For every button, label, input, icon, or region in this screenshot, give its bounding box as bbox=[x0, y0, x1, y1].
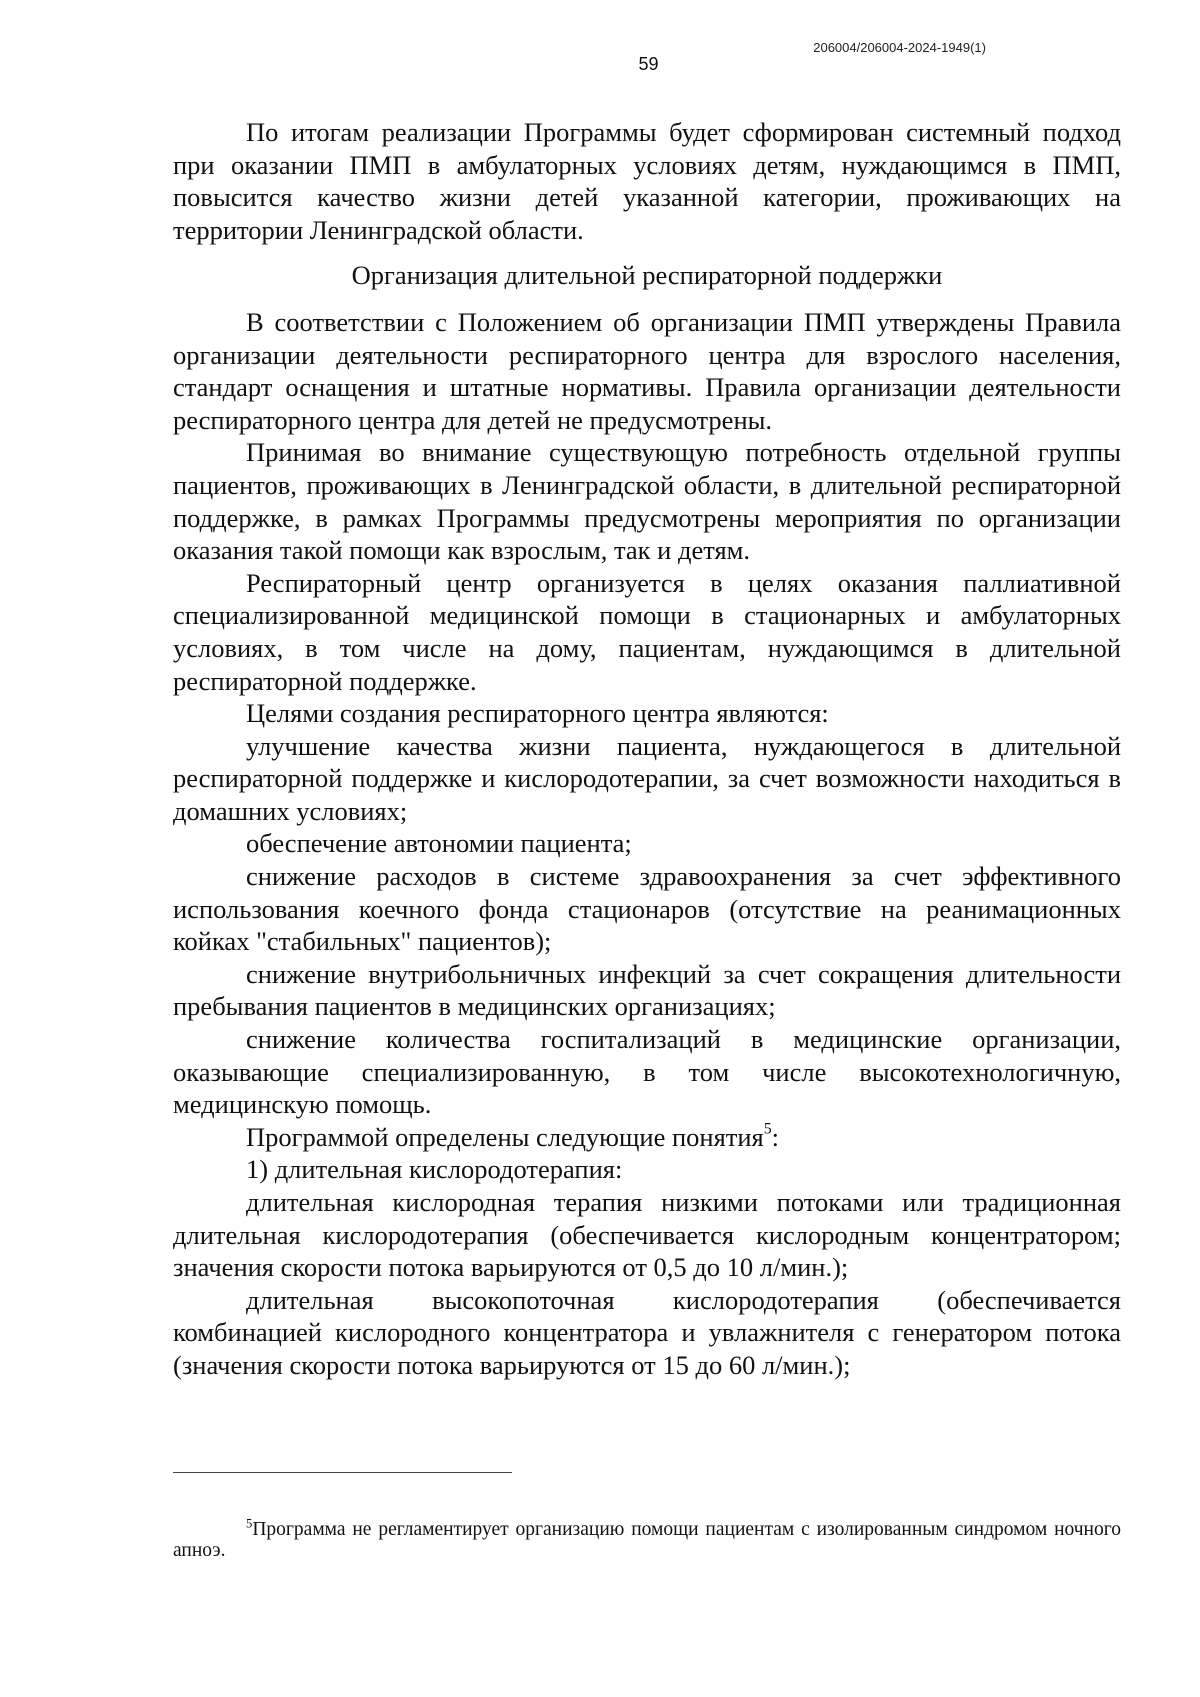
list-item: длительная высокопоточная кислородотерапия (обеспечивается комбинацией кислородного концентратора и увлажнителя с генератором потока (значения скорости потока варьируются от 15 до 60 л/мин.); bbox=[173, 1284, 1121, 1380]
list-item: снижение внутрибольничных инфекций за счет сокращения длительности пребывания пациентов в медицинских организациях; bbox=[173, 958, 1121, 1022]
list-item: 1) длительная кислородотерапия: bbox=[246, 1154, 623, 1185]
paragraph: Респираторный центр организуется в целях оказания паллиативной специализированной медицинской помощи в стационарных и амбулаторных условиях, в том числе на дому, пациентам, нуждающимся в длительной респираторной поддержке. bbox=[173, 567, 1121, 696]
document-body bbox=[173, 116, 1121, 1382]
page-number: 59 bbox=[638, 54, 659, 74]
paragraph: Принимая во внимание существующую потребность отдельной группы пациентов, проживающих в Ленинградской области, в длительной респираторной поддержке, в рамках Программы предусмотрены мероприятия по организации оказания такой помощи как взрослым, так и детям. bbox=[173, 437, 1121, 566]
section-heading: Организация длительной респираторной поддержки bbox=[351, 260, 943, 291]
footnote-text: Программа не регламентирует организацию помощи пациентам с изолированным синдромом ночного апноэ. bbox=[173, 1519, 1121, 1561]
paragraph: По итогам реализации Программы будет сформирован системный подход при оказании ПМП в амбулаторных условиях детям, нуждающимся в ПМП, повысится качество жизни детей указанной категории, проживающих на территории Ленинградской области. bbox=[173, 117, 1121, 245]
footnote-reference[interactable]: 5 bbox=[763, 1120, 772, 1138]
paragraph: Целями создания респираторного центра являются: bbox=[246, 698, 829, 729]
paragraph-text: Программой определены следующие понятия bbox=[246, 1121, 764, 1152]
footnote bbox=[173, 1516, 1121, 1561]
footnote-separator bbox=[173, 1472, 512, 1473]
paragraph: В соответствии с Положением об организации ПМП утверждены Правила организации деятельности респираторного центра для взрослого населения, стандарт оснащения и штатные нормативы. Правила организации деятельности респираторного центра для детей не предусмотрены. bbox=[173, 306, 1121, 435]
footnote-marker: 5 bbox=[246, 1516, 253, 1531]
document-id: 206004/206004-2024-1949(1) bbox=[813, 40, 986, 55]
list-item: обеспечение автономии пациента; bbox=[246, 828, 632, 859]
paragraph-text: : bbox=[771, 1121, 780, 1152]
list-item: улучшение качества жизни пациента, нуждающегося в длительной респираторной поддержке и кислородотерапии, за счет возможности находиться в домашних условиях; bbox=[173, 730, 1121, 826]
paragraph bbox=[173, 1121, 1121, 1154]
list-item: снижение расходов в системе здравоохранения за счет эффективного использования коечного фонда стационаров (отсутствие на реанимационных койках "стабильных" пациентов); bbox=[173, 861, 1121, 957]
list-item: снижение количества госпитализаций в медицинские организации, оказывающие специализированную, в том числе высокотехнологичную, медицинскую помощь. bbox=[173, 1024, 1121, 1120]
list-item: длительная кислородная терапия низкими потоками или традиционная длительная кислородотерапия (обеспечивается кислородным концентратором; значения скорости потока варьируются от 0,5 до 10 л/мин.); bbox=[173, 1187, 1121, 1283]
